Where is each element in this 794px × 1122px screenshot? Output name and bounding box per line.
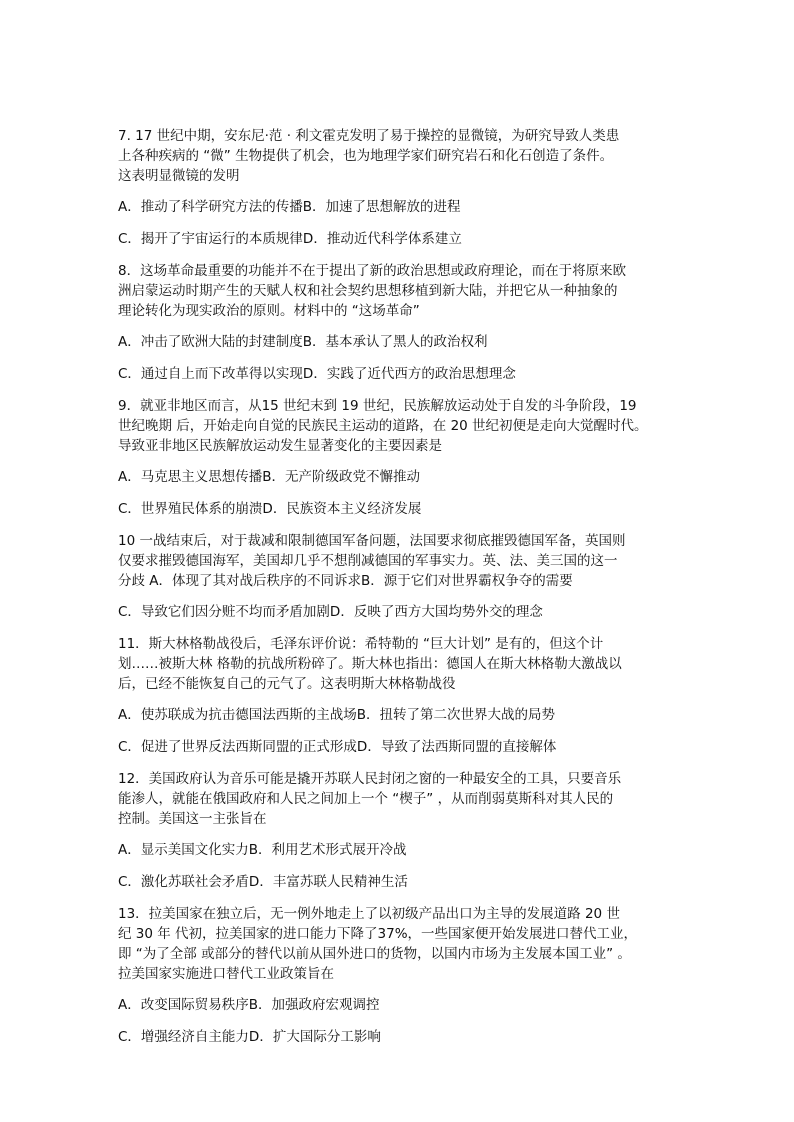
stem-line: 13．拉美国家在独立后，无一例外地走上了以初级产品出口为主导的发展道路 20 世	[118, 906, 620, 922]
stem-line: 即 “为了全部 或部分的替代以前从国外进口的货物，以国内市场为主发展本国工业” 。	[118, 946, 631, 962]
question-7-stem	[118, 126, 678, 186]
question-9-stem	[118, 396, 678, 456]
stem-line: 拉美国家实施进口替代工业政策旨在	[118, 966, 334, 982]
question-7-option-cd: C．揭开了宇宙运行的本质规律D．推动近代科学体系建立	[118, 231, 462, 247]
question-8-option-cd: C．通过自上而下改革得以实现D．实践了近代西方的政治思想理念	[118, 366, 516, 382]
question-7-option-ab: A．推动了科学研究方法的传播B．加速了思想解放的进程	[118, 199, 461, 215]
stem-line: 10 一战结束后，对于裁减和限制德国军备问题，法国要求彻底摧毁德国军备，英国则	[118, 533, 626, 549]
stem-line: 仅要求摧毁德国海军，美国却几乎不想削减德国的军事实力。英、法、美三国的这一	[118, 553, 618, 569]
stem-line: 这表明显微镜的发明	[118, 168, 240, 184]
stem-line: 9．就亚非地区而言，从15 世纪末到 19 世纪，民族解放运动处于自发的斗争阶段，19	[118, 398, 637, 414]
question-12-option-cd: C．激化苏联社会矛盾D．丰富苏联人民精神生活	[118, 874, 408, 890]
stem-line: 理论转化为现实政治的原则。材料中的 “这场革命”	[118, 303, 420, 319]
question-12-option-ab: A．显示美国文化实力B．利用艺术形式展开冷战	[118, 842, 407, 858]
stem-line: 12．美国政府认为音乐可能是撬开苏联人民封闭之窗的一种最安全的工具，只要音乐	[118, 771, 622, 787]
question-11-option-cd: C．促进了世界反法西斯同盟的正式形成D．导致了法西斯同盟的直接解体	[118, 739, 557, 755]
question-10-stem	[118, 531, 678, 591]
question-9-option-ab: A．马克思主义思想传播B．无产阶级政党不懈推动	[118, 469, 420, 485]
stem-line: 7. 17 世纪中期，安东尼·范 · 利文霍克发明了易于操控的显微镜，为研究导致人类患	[118, 128, 620, 144]
stem-line: 分歧 A．体现了其对战后秩序的不同诉求B．源于它们对世界霸权争夺的需要	[118, 573, 573, 589]
question-11-option-ab: A．使苏联成为抗击德国法西斯的主战场B．扭转了第二次世界大战的局势	[118, 707, 555, 723]
question-13-option-ab: A．改变国际贸易秩序B．加强政府宏观调控	[118, 997, 380, 1013]
question-11-stem	[118, 634, 678, 694]
stem-line: 8．这场革命最重要的功能并不在于提出了新的政治思想或政府理论，而在于将原来欧	[118, 263, 627, 279]
stem-line: 能渗人，就能在俄国政府和人民之间加上一个 “楔子” ，从而削弱莫斯科对其人民的	[118, 791, 614, 807]
question-13-stem	[118, 904, 678, 984]
stem-line: 纪 30 年 代初，拉美国家的进口能力下降了37%，一些国家便开始发展进口替代工业，	[118, 926, 638, 942]
question-12-stem	[118, 769, 678, 829]
question-13-option-cd: C．增强经济自主能力D．扩大国际分工影响	[118, 1029, 381, 1045]
question-8-option-ab: A．冲击了欧洲大陆的封建制度B．基本承认了黑人的政治权利	[118, 334, 488, 350]
stem-line: 后，已经不能恢复自己的元气了。这表明斯大林格勒战役	[118, 676, 456, 692]
question-8-stem	[118, 261, 678, 321]
question-9-option-cd: C．世界殖民体系的崩溃D．民族资本主义经济发展	[118, 501, 422, 517]
stem-line: 上各种疾病的 “微” 生物提供了机会，也为地理学家们研究岩石和化石创造了条件。	[118, 148, 614, 164]
stem-line: 世纪晚期 后，开始走向自觉的民族民主运动的道路，在 20 世纪初便是走向大觉醒时代。	[118, 418, 648, 434]
stem-line: 控制。美国这一主张旨在	[118, 811, 267, 827]
question-10-option-cd: C．导致它们因分赃不均而矛盾加剧D．反映了西方大国均势外交的理念	[118, 604, 543, 620]
stem-line: 11．斯大林格勒战役后，毛泽东评价说：希特勒的 “巨大计划” 是有的，但这个计	[118, 636, 604, 652]
stem-line: 导致亚非地区民族解放运动发生显著变化的主要因素是	[118, 438, 442, 454]
stem-line: 洲启蒙运动时期产生的天赋人权和社会契约思想移植到新大陆，并把它从一种抽象的	[118, 283, 618, 299]
exam-page	[118, 126, 678, 1059]
stem-line: 划……被斯大林 格勒的抗战所粉碎了。斯大林也指出：德国人在斯大林格勒大激战以	[118, 656, 622, 672]
